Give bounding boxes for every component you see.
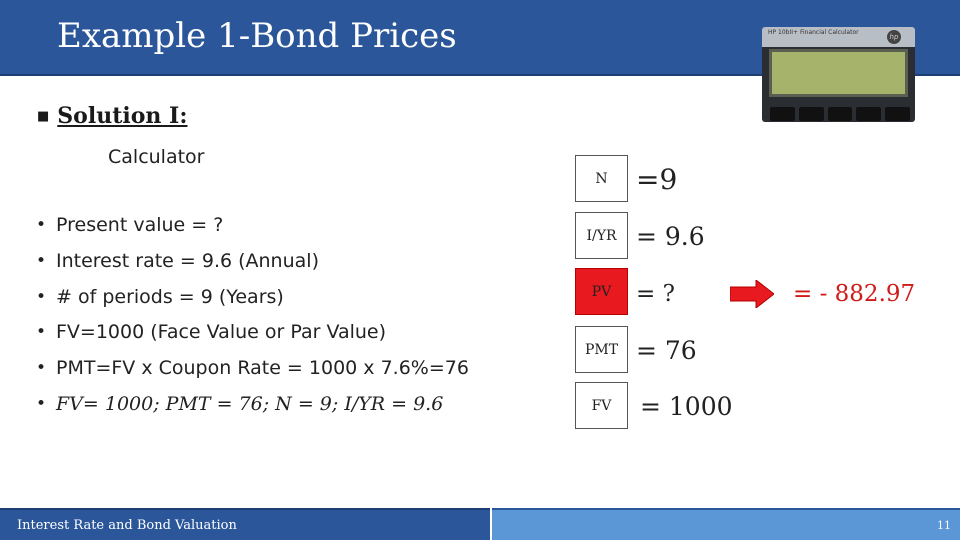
bullet-pmt: • PMT=FV x Coupon Rate = 1000 x 7.6%=76 [36,353,469,389]
calculator-screen [769,49,908,97]
bullet-list [36,210,469,425]
calculator-key [885,107,910,121]
key-n: N [575,155,628,202]
calculator-image [762,27,915,122]
calculator-brand: HP 10bII+ Financial Calculator [768,29,859,36]
calculator-key [770,107,795,121]
bullet-inputs-summary: • FV= 1000; PMT = 76; N = 9; I/YR = 9.6 [36,389,469,425]
key-pv: PV [575,268,628,315]
pv-result: = - 882.97 [793,281,916,307]
key-fv: FV [575,382,628,429]
footer-left-bar [0,508,490,540]
calculator-keys [770,107,910,122]
hp-logo-icon: hp [887,30,901,44]
right-arrow-icon [730,280,774,308]
key-i-yr: I/YR [575,212,628,259]
key-pmt-value: = 76 [636,336,697,365]
bullet-interest-rate: • Interest rate = 9.6 (Annual) [36,246,469,282]
calculator-key [856,107,881,121]
slide-title: Example 1-Bond Prices [57,16,457,56]
bullet-present-value: • Present value = ? [36,210,469,246]
key-i-yr-value: = 9.6 [636,222,705,251]
bullet-face-value: • FV=1000 (Face Value or Par Value) [36,317,469,353]
solution-heading [37,103,187,129]
page-number: 11 [937,519,951,532]
calculator-key [799,107,824,121]
key-pv-value: = ? [636,281,675,307]
key-fv-value: = 1000 [640,392,733,421]
key-pmt: PMT [575,326,628,373]
bullet-periods: • # of periods = 9 (Years) [36,282,469,318]
square-bullet-icon: ■ [37,109,50,124]
calculator-key [828,107,853,121]
key-n-value: =9 [636,163,678,196]
footer-label: Interest Rate and Bond Valuation [17,518,237,533]
calculator-top-panel [762,27,915,47]
solution-heading-text: Solution I: [57,103,188,129]
footer-right-bar [492,508,960,540]
subtitle-calculator: Calculator [108,146,205,168]
